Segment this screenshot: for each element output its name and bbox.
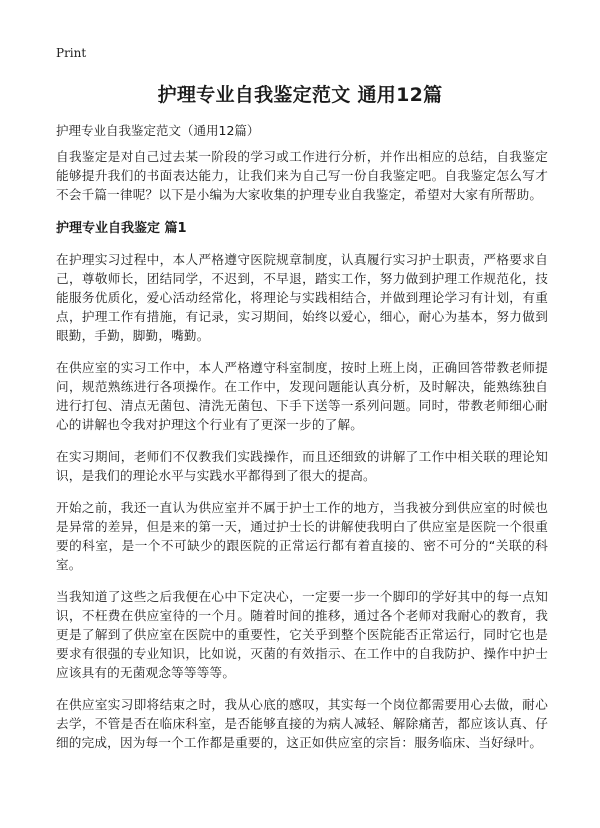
body-paragraph: 在供应室实习即将结束之时，我从心底的感叹，其实每一个岗位都需要用心去做，耐心去学，不管是否在临床科室，是否能够直接的为病人减轻、解除痛苦，都应该认真、仔细的完成，因为每一个工作都是重要的，这正如供应室的宗旨：服务临床、当好绿叶。	[56, 697, 548, 750]
body-paragraph: 在供应室的实习工作中，本人严格遵守科室制度，按时上班上岗，正确回答带教老师提问，规范熟练进行各项操作。在工作中，发现问题能认真分析，及时解决，能熟练独自进行打包、清点无菌包、清洗无菌包、下手下送等一系列问题。同时，带教老师细心耐心的讲解也令我对护理这个行业有了更深一步的了解。	[56, 360, 548, 432]
body-paragraph: 当我知道了这些之后我便在心中下定决心，一定要一步一个脚印的学好其中的每一点知识，不枉费在供应室待的一个月。随着时间的推移，通过各个老师对我耐心的教育，我更是了解到了供应室在医院中的重要性，它关乎到整个医院能否正常运行，同时它也是要求有很强的专业知识，比如说，灭菌的有效指示、在工作中的自我防护、操作中护士应该具有的无菌观念等等等等。	[56, 589, 548, 680]
body-paragraph: 在护理实习过程中，本人严格遵守医院规章制度，认真履行实习护士职责，严格要求自己，尊敬师长，团结同学，不迟到，不早退，踏实工作，努力做到护理工作规范化，技能服务优质化，爱心活动经常化，将理论与实践相结合，并做到理论学习有计划，有重点，护理工作有措施，有记录，实习期间，始终以爱心，细心，耐心为基本，努力做到眼勤，手勤，脚勤，嘴勤。	[56, 252, 548, 343]
page-title: 护理专业自我鉴定范文 通用12篇	[157, 84, 443, 106]
body-paragraph: 在实习期间，老师们不仅教我们实践操作，而且还细致的讲解了工作中相关联的理论知识，是我们的理论水平与实践水平都得到了很大的提高。	[56, 449, 548, 483]
section-heading: 护理专业自我鉴定 篇1	[56, 221, 187, 236]
body-paragraph: 开始之前，我还一直认为供应室并不属于护士工作的地方，当我被分到供应室的时候也是异常的差异，但是来的第一天，通过护士长的讲解使我明白了供应室是医院一个很重要的科室，是一个不可缺少的跟医院的正常运行都有着直接的、密不可分的“关联的科室。	[56, 500, 548, 572]
intro-paragraph: 自我鉴定是对自己过去某一阶段的学习或工作进行分析，并作出相应的总结，自我鉴定能够提升我们的书面表达能力，让我们来为自己写一份自我鉴定吧。自我鉴定怎么写才不会千篇一律呢？以下是小编为大家收集的护理专业自我鉴定，希望对大家有所帮助。	[56, 149, 548, 202]
document-subtitle: 护理专业自我鉴定范文（通用12篇）	[56, 123, 260, 138]
print-link[interactable]: Print	[56, 46, 87, 60]
document-body	[56, 147, 548, 765]
